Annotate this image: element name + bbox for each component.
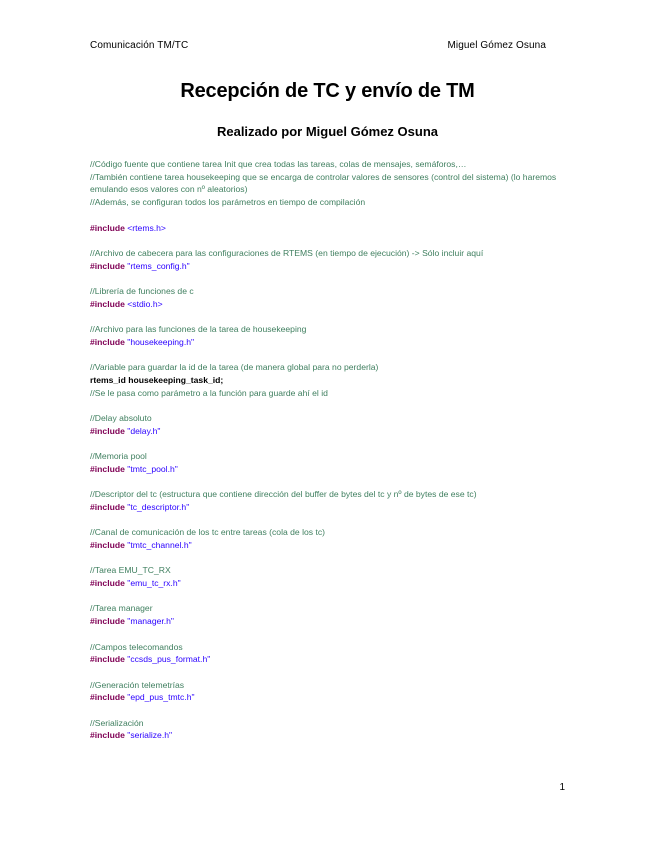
- code-comment: //Archivo de cabecera para las configuraciones de RTEMS (en tiempo de ejecución) -> Sólo incluir aquí: [90, 247, 484, 258]
- page-subtitle: Realizado por Miguel Gómez Osuna: [216, 124, 439, 139]
- page-number: 1: [559, 782, 565, 793]
- code-include: #include "tmtc_pool.h": [90, 463, 178, 474]
- code-comment: //Se le pasa como parámetro a la función para guarde ahí el id: [90, 387, 328, 398]
- code-comment: //Serialización: [90, 717, 144, 728]
- code-listing: [90, 158, 560, 742]
- code-comment: //Canal de comunicación de los tc entre tareas (cola de los tc): [90, 527, 326, 538]
- code-include: #include "manager.h": [90, 616, 174, 627]
- header-left: Comunicación TM/TC: [90, 40, 189, 51]
- code-comment: //Tarea manager: [90, 603, 153, 614]
- code-comment: //Además, se configuran todos los parámetros en tiempo de compilación: [90, 197, 366, 208]
- code-comment: //Memoria pool: [90, 451, 147, 462]
- code-comment: //Campos telecomandos: [90, 641, 183, 652]
- code-include: #include "ccsds_pus_format.h": [90, 654, 211, 665]
- code-include: #include "emu_tc_rx.h": [90, 578, 181, 589]
- code-include: #include "tc_descriptor.h": [90, 501, 190, 512]
- code-comment: //Librería de funciones de c: [90, 285, 194, 296]
- code-include: #include <stdio.h>: [90, 298, 163, 309]
- code-comment: //Generación telemetrías: [90, 679, 185, 690]
- code-include: #include "tmtc_channel.h": [90, 539, 192, 550]
- code-include: #include "delay.h": [90, 425, 161, 436]
- code-include: #include "housekeeping.h": [90, 336, 195, 347]
- code-comment: //Descriptor del tc (estructura que contiene dirección del buffer de bytes del tc y nº de bytes de ese tc): [90, 489, 477, 500]
- code-include: #include <rtems.h>: [90, 222, 166, 233]
- code-include: #include "rtems_config.h": [90, 260, 190, 271]
- code-include: #include "epd_pus_tmtc.h": [90, 692, 195, 703]
- code-comment: //Archivo para las funciones de la tarea de housekeeping: [90, 324, 307, 335]
- code-comment: //Variable para guardar la id de la tarea (de manera global para no perderla): [90, 362, 379, 373]
- code-comment: //Tarea EMU_TC_RX: [90, 565, 171, 576]
- header-right: Miguel Gómez Osuna: [447, 40, 546, 51]
- code-declaration: rtems_id housekeeping_task_id;: [90, 374, 224, 385]
- page-title: Recepción de TC y envío de TM: [180, 80, 475, 102]
- code-comment: //También contiene tarea housekeeping que se encarga de controlar valores de sensores (control del sistema) (lo haremos emulando esos valores con nº aleatorios): [90, 171, 557, 195]
- code-comment: //Código fuente que contiene tarea Init que crea todas las tareas, colas de mensajes, semáforos,…: [90, 159, 467, 169]
- code-comment: //Delay absoluto: [90, 412, 152, 423]
- code-include: #include "serialize.h": [90, 730, 173, 741]
